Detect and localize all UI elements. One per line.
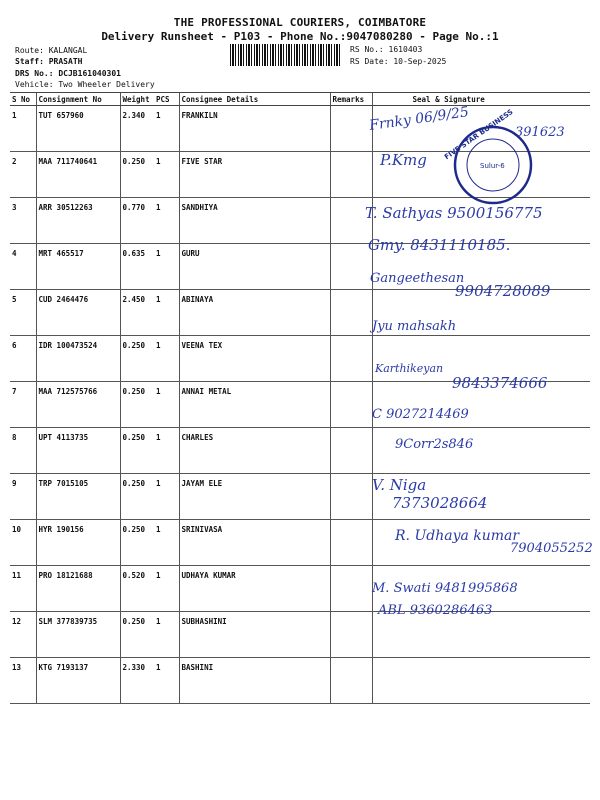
cell-consignment: MAA 712575766 bbox=[36, 382, 120, 428]
cell-pcs: 1 bbox=[154, 198, 179, 244]
cell-remarks bbox=[330, 566, 372, 612]
cell-sno: 8 bbox=[10, 428, 36, 474]
cell-weight: 0.250 bbox=[120, 612, 154, 658]
cell-consignment: UPT 4113735 bbox=[36, 428, 120, 474]
col-header-weight: Weight bbox=[120, 93, 154, 106]
route-label: Route: bbox=[15, 46, 44, 55]
signature-12: M. Swati 9481995868 bbox=[372, 581, 518, 596]
cell-remarks bbox=[330, 474, 372, 520]
signature-7-name: Karthikeyan bbox=[375, 362, 444, 375]
cell-consignment: SLM 377839735 bbox=[36, 612, 120, 658]
rs-no-label: RS No.: bbox=[350, 45, 384, 54]
signature-11-number: 7904055252 bbox=[510, 541, 593, 556]
signature-10-number: 7373028664 bbox=[392, 494, 488, 512]
signature-9: 9Corr2s846 bbox=[395, 437, 474, 452]
cell-weight: 0.250 bbox=[120, 336, 154, 382]
document-title: THE PROFESSIONAL COURIERS, COIMBATORE bbox=[173, 16, 427, 29]
table-row bbox=[10, 336, 590, 382]
cell-consignment: CUD 2464476 bbox=[36, 290, 120, 336]
cell-pcs: 1 bbox=[154, 520, 179, 566]
cell-signature bbox=[372, 106, 590, 152]
cell-remarks bbox=[330, 244, 372, 290]
cell-remarks bbox=[330, 106, 372, 152]
cell-sno: 9 bbox=[10, 474, 36, 520]
staff-value: PRASATH bbox=[48, 57, 83, 66]
cell-consignee: SANDHIYA bbox=[179, 198, 330, 244]
cell-sno: 1 bbox=[10, 106, 36, 152]
cell-consignment: IDR 100473524 bbox=[36, 336, 120, 382]
cell-consignee: JAYAM ELE bbox=[179, 474, 330, 520]
cell-signature bbox=[372, 336, 590, 382]
col-header-sno: S No bbox=[10, 93, 36, 106]
cell-weight: 0.635 bbox=[120, 244, 154, 290]
drs-line bbox=[15, 68, 121, 79]
cell-signature bbox=[372, 474, 590, 520]
cell-signature bbox=[372, 612, 590, 658]
drs-value: DCJB161040301 bbox=[58, 69, 121, 78]
cell-sno: 6 bbox=[10, 336, 36, 382]
cell-remarks bbox=[330, 152, 372, 198]
cell-pcs: 1 bbox=[154, 152, 179, 198]
drs-label: DRS No.: bbox=[15, 69, 54, 78]
col-header-remarks: Remarks bbox=[330, 93, 372, 106]
cell-weight: 0.250 bbox=[120, 520, 154, 566]
cell-remarks bbox=[330, 658, 372, 704]
cell-consignment: MAA 711740641 bbox=[36, 152, 120, 198]
cell-consignee: FRANKILN bbox=[179, 106, 330, 152]
cell-weight: 2.330 bbox=[120, 658, 154, 704]
cell-pcs: 1 bbox=[154, 106, 179, 152]
cell-remarks bbox=[330, 336, 372, 382]
cell-consignee: UDHAYA KUMAR bbox=[179, 566, 330, 612]
signature-8: C 9027214469 bbox=[372, 407, 469, 422]
cell-sno: 5 bbox=[10, 290, 36, 336]
rs-no-line bbox=[350, 44, 422, 55]
vehicle-label: Vehicle: bbox=[15, 80, 54, 89]
cell-sno: 4 bbox=[10, 244, 36, 290]
table-row bbox=[10, 382, 590, 428]
cell-weight: 0.250 bbox=[120, 152, 154, 198]
table-row bbox=[10, 520, 590, 566]
stamp-top-text: FIVE STAR BUSINESS bbox=[443, 107, 515, 162]
cell-consignee: VEENA TEX bbox=[179, 336, 330, 382]
runsheet-table bbox=[10, 92, 590, 704]
cell-consignment: TUT 657960 bbox=[36, 106, 120, 152]
cell-sno: 12 bbox=[10, 612, 36, 658]
cell-signature bbox=[372, 290, 590, 336]
cell-consignee: ANNAI METAL bbox=[179, 382, 330, 428]
table-row bbox=[10, 566, 590, 612]
table-row bbox=[10, 290, 590, 336]
signature-2: P.Kmg bbox=[380, 151, 427, 169]
cell-pcs: 1 bbox=[154, 658, 179, 704]
table-row bbox=[10, 428, 590, 474]
col-header-consignment: Consignment No bbox=[36, 93, 120, 106]
table-header-row bbox=[10, 93, 590, 106]
cell-consignee: BASHINI bbox=[179, 658, 330, 704]
cell-pcs: 1 bbox=[154, 612, 179, 658]
cell-consignee: FIVE STAR bbox=[179, 152, 330, 198]
route-value: KALANGAL bbox=[48, 46, 88, 55]
cell-pcs: 1 bbox=[154, 428, 179, 474]
barcode bbox=[230, 44, 342, 66]
col-header-signature: Seal & Signature bbox=[372, 93, 590, 106]
cell-signature bbox=[372, 428, 590, 474]
cell-signature bbox=[372, 152, 590, 198]
cell-weight: 0.250 bbox=[120, 428, 154, 474]
cell-weight: 0.250 bbox=[120, 382, 154, 428]
cell-pcs: 1 bbox=[154, 474, 179, 520]
table-row bbox=[10, 658, 590, 704]
rs-date-value: 10-Sep-2025 bbox=[393, 57, 447, 66]
rs-no-value: 1610403 bbox=[388, 45, 423, 54]
table-row bbox=[10, 106, 590, 152]
cell-remarks bbox=[330, 428, 372, 474]
cell-sno: 10 bbox=[10, 520, 36, 566]
signature-4: Gmy. 8431110185. bbox=[368, 236, 511, 254]
signature-13: ABL 9360286463 bbox=[378, 603, 493, 618]
cell-pcs: 1 bbox=[154, 244, 179, 290]
cell-remarks bbox=[330, 290, 372, 336]
route-line bbox=[15, 45, 87, 56]
table-row bbox=[10, 198, 590, 244]
cell-remarks bbox=[330, 382, 372, 428]
cell-consignment: PRO 18121688 bbox=[36, 566, 120, 612]
table-row bbox=[10, 612, 590, 658]
cell-remarks bbox=[330, 520, 372, 566]
cell-signature bbox=[372, 198, 590, 244]
cell-weight: 0.520 bbox=[120, 566, 154, 612]
cell-sno: 3 bbox=[10, 198, 36, 244]
cell-pcs: 1 bbox=[154, 290, 179, 336]
cell-weight: 2.340 bbox=[120, 106, 154, 152]
col-header-pcs: PCS bbox=[154, 93, 179, 106]
cell-signature bbox=[372, 658, 590, 704]
cell-sno: 11 bbox=[10, 566, 36, 612]
cell-weight: 0.770 bbox=[120, 198, 154, 244]
cell-remarks bbox=[330, 198, 372, 244]
staff-line bbox=[15, 56, 82, 67]
cell-signature bbox=[372, 520, 590, 566]
cell-consignment: ARR 30512263 bbox=[36, 198, 120, 244]
signature-6: Jyu mahsakh bbox=[372, 319, 457, 334]
signature-5-name: Gangeethesan bbox=[370, 271, 465, 286]
cell-pcs: 1 bbox=[154, 336, 179, 382]
cell-sno: 2 bbox=[10, 152, 36, 198]
signature-7-number: 9843374666 bbox=[452, 374, 548, 392]
cell-weight: 2.450 bbox=[120, 290, 154, 336]
table-row bbox=[10, 474, 590, 520]
cell-signature bbox=[372, 244, 590, 290]
col-header-consignee: Consignee Details bbox=[179, 93, 330, 106]
vehicle-line bbox=[15, 79, 155, 90]
cell-sno: 7 bbox=[10, 382, 36, 428]
cell-signature bbox=[372, 566, 590, 612]
cell-sno: 13 bbox=[10, 658, 36, 704]
cell-consignee: ABINAYA bbox=[179, 290, 330, 336]
stamp-center-text: Sulur-6 bbox=[480, 162, 505, 170]
signature-11-name: R. Udhaya kumar bbox=[395, 528, 520, 544]
signature-5-number: 9904728089 bbox=[455, 282, 551, 300]
cell-weight: 0.250 bbox=[120, 474, 154, 520]
cell-consignment: TRP 7015105 bbox=[36, 474, 120, 520]
cell-consignment: MRT 465517 bbox=[36, 244, 120, 290]
signature-1: Frnky 06/9/25 bbox=[368, 104, 470, 134]
signature-1-number: 391623 bbox=[515, 125, 565, 140]
rs-date-label: RS Date: bbox=[350, 57, 389, 66]
cell-pcs: 1 bbox=[154, 566, 179, 612]
table-row bbox=[10, 244, 590, 290]
signature-3: T. Sathyas 9500156775 bbox=[365, 204, 543, 222]
cell-consignee: SRINIVASA bbox=[179, 520, 330, 566]
rs-date-line bbox=[350, 56, 446, 67]
cell-signature bbox=[372, 382, 590, 428]
document-subtitle: Delivery Runsheet - P103 - Phone No.:9047080280 - Page No.:1 bbox=[101, 30, 499, 43]
cell-pcs: 1 bbox=[154, 382, 179, 428]
cell-consignee: GURU bbox=[179, 244, 330, 290]
vehicle-value: Two Wheeler Delivery bbox=[58, 80, 155, 89]
cell-remarks bbox=[330, 612, 372, 658]
cell-consignee: CHARLES bbox=[179, 428, 330, 474]
staff-label: Staff: bbox=[15, 57, 44, 66]
signature-10-name: V. Niga bbox=[372, 476, 427, 494]
cell-consignment: HYR 190156 bbox=[36, 520, 120, 566]
cell-consignment: KTG 7193137 bbox=[36, 658, 120, 704]
cell-consignee: SUBHASHINI bbox=[179, 612, 330, 658]
table-row bbox=[10, 152, 590, 198]
